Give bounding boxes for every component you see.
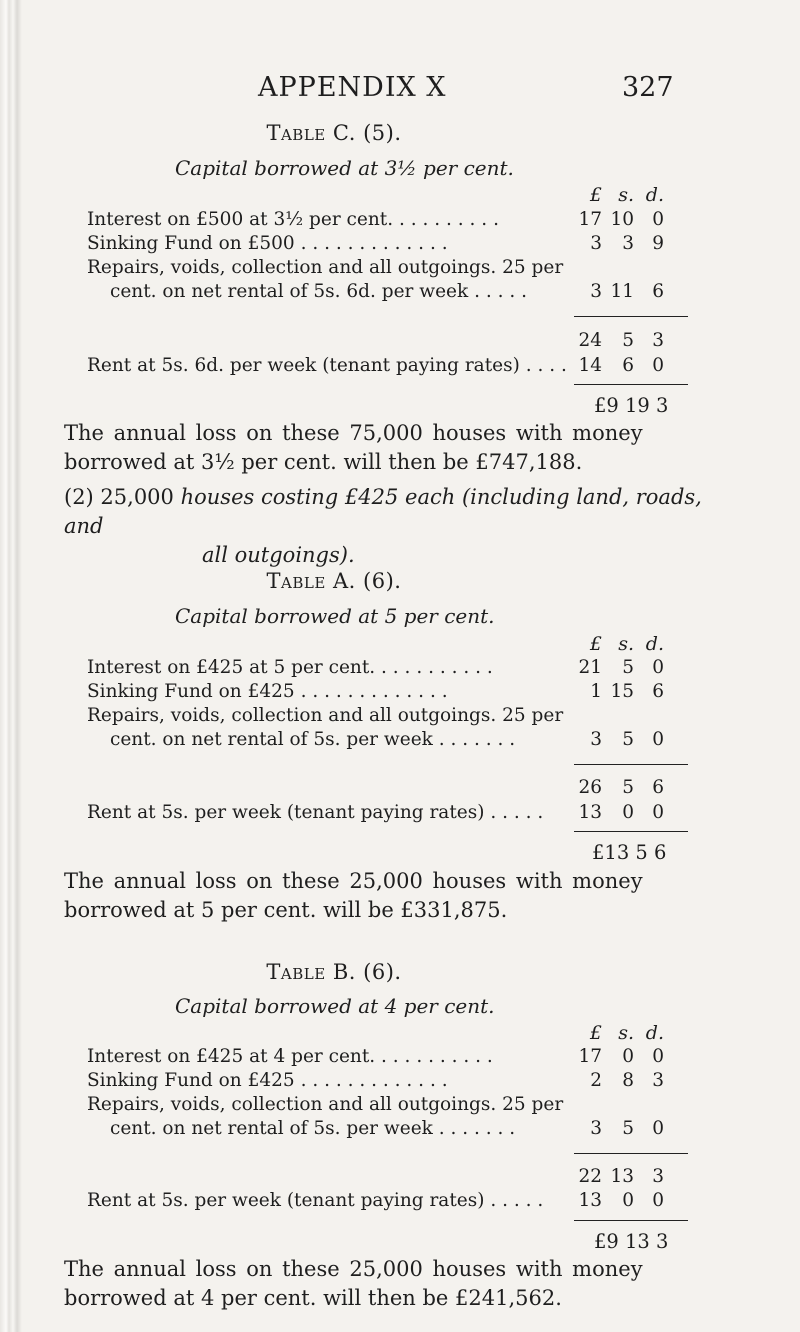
table-c-conclusion: The annual loss on these 75,000 houses with money borrowed at 3½ per cent. will then be £747,188. <box>64 421 643 474</box>
table-c-total: £9 19 3 <box>594 394 669 417</box>
table-c-subtitle: Capital borrowed at 3½ per cent. <box>175 156 514 180</box>
table-b-number: (6). <box>363 960 402 984</box>
table-a-subtitle: Capital borrowed at 5 per cent. <box>175 604 495 628</box>
table-c-number: (5). <box>363 121 402 145</box>
table-a-label: Table A. <box>266 569 356 593</box>
pounds-header: £ <box>589 184 602 206</box>
table-c-row: cent. on net rental of 5s. 6d. per week . . . . . <box>110 281 528 302</box>
sum-rule <box>574 1153 688 1154</box>
table-b-row: Repairs, voids, collection and all outgoings. 25 per <box>87 1094 564 1115</box>
table-b-rent-row: Rent at 5s. per week (tenant paying rates) . . . . . <box>87 1190 544 1211</box>
table-a-row: Repairs, voids, collection and all outgoings. 25 per <box>87 705 564 726</box>
table-a-row: cent. on net rental of 5s. per week . . . . . . . <box>110 729 516 750</box>
table-c-rent-row: Rent at 5s. 6d. per week (tenant paying rates) . . . . <box>87 355 567 376</box>
table-a-conclusion: The annual loss on these 25,000 houses with money borrowed at 5 per cent. will be £331,875. <box>64 869 643 922</box>
table-b-conclusion: The annual loss on these 25,000 houses with money borrowed at 4 per cent. will then be £241,562. <box>64 1257 643 1310</box>
table-c-label: Table C. <box>266 121 356 145</box>
pence-header: d. <box>645 184 664 206</box>
table-a-total: £13 5 6 <box>592 841 667 864</box>
table-a-row: Interest on £425 at 5 per cent. . . . . . . . . . . <box>87 657 493 678</box>
table-b-row: Sinking Fund on £425 . . . . . . . . . . . . . <box>87 1070 448 1091</box>
section-2-heading: (2) 25,000 houses costing £425 each (including land, roads, and all outgoings). <box>64 485 702 567</box>
page-number: 327 <box>622 72 674 103</box>
table-a-row: Sinking Fund on £425 . . . . . . . . . . . . . <box>87 681 448 702</box>
table-c-row: Interest on £500 at 3½ per cent. . . . . . . . . . <box>87 209 499 230</box>
table-a-rent-row: Rent at 5s. per week (tenant paying rates) . . . . . <box>87 802 544 823</box>
table-b-label: Table B. <box>266 960 356 984</box>
table-b-total: £9 13 3 <box>594 1230 669 1253</box>
sum-rule <box>574 384 688 385</box>
table-b-title <box>0 960 800 984</box>
sum-rule <box>574 316 688 317</box>
table-c-row: Sinking Fund on £500 . . . . . . . . . . . . . <box>87 233 448 254</box>
sum-rule <box>574 764 688 765</box>
book-page: APPENDIX X 327 Table C. (5). Capital borrowed at 3½ per cent. £ s. d. Interest on £500 at 3½ per cent. . . . . . . . . . 17 10 0 Sinking Fund on £500 . . . . . . . . . . . . . 3 3 9 Repairs, voids, collection and all outgoings. 25 per cent. on net rental of 5s. 6d. per week . . . . . 3 11 6 24 5 3 Rent at 5s. 6d. per week (tenant paying rates) . . . . 14 6 0 £9 19 3 The annual loss on these 75,000 houses with money borrowed at 3½ per cent. will then be £747,188. (2) 25,000 houses costing £425 each (including land, roads, and all outgoings). Table A. (6). Capital borrowed at 5 per cent. £ s. d. Interest on £425 at 5 per cent. . . . . . . . . . . 21 5 0 Sinking Fund on £425 . . . . . . . . . . . . . 1 15 6 Repairs, voids, collection and all outgoings. 25 per cent. on net rental of 5s. per week . . . . . . . 3 5 0 26 5 6 Rent at 5s. per week (tenant paying rates) . . . . . 13 0 0 £13 5 6 The annual loss on these 25,000 houses with money borrowed at 5 per cent. will be £331,875. Table B. (6). Capital borrowed at 4 per cent. £ s. d. Interest on £425 at 4 per cent. . . . . . . . . . . 17 0 0 Sinking Fund on £425 . . . . . . . . . . . . . 2 8 3 Repairs, voids, collection and all outgoings. 25 per cent. on net rental of 5s. per week . . . . . . . 3 5 0 22 13 3 Rent at 5s. per week (tenant paying rates) . . . . . 13 0 0 £9 13 3 The annual loss on these 25,000 houses with money borrowed at 4 per cent. will then be £241,562. <box>0 0 800 1332</box>
table-c-row: Repairs, voids, collection and all outgoings. 25 per <box>87 257 564 278</box>
sum-rule <box>574 1220 688 1221</box>
table-b-row: cent. on net rental of 5s. per week . . . . . . . <box>110 1118 516 1139</box>
table-a-number: (6). <box>363 569 402 593</box>
sum-rule <box>574 831 688 832</box>
table-c-title <box>0 121 800 145</box>
running-header: APPENDIX X <box>258 72 447 103</box>
table-b-subtitle: Capital borrowed at 4 per cent. <box>175 994 495 1018</box>
table-b-row: Interest on £425 at 4 per cent. . . . . . . . . . . <box>87 1046 493 1067</box>
shillings-header: s. <box>618 184 634 206</box>
table-a-title <box>0 569 800 593</box>
